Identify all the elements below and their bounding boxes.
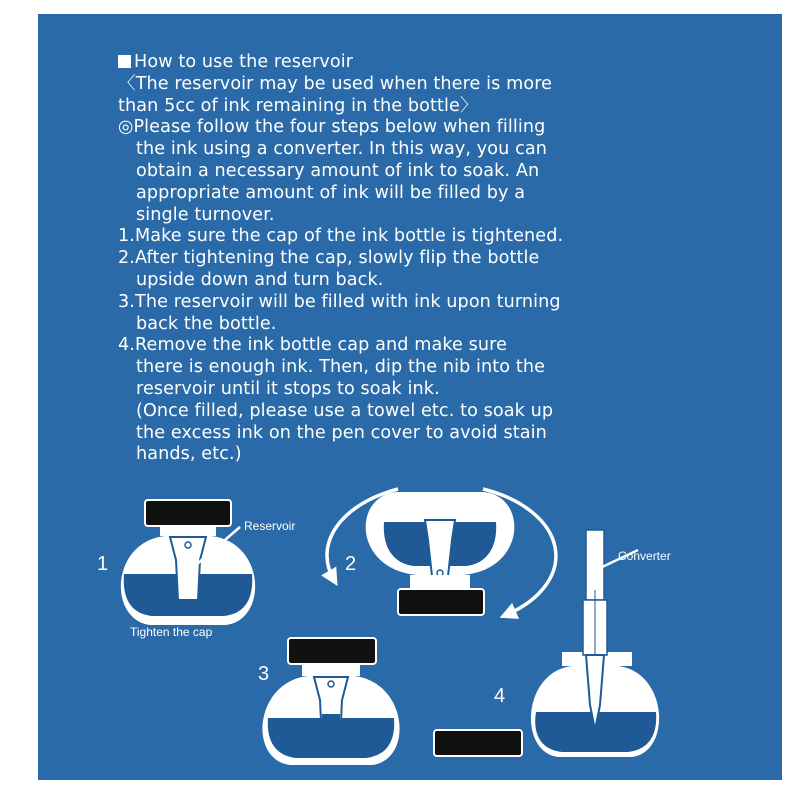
intro-line: appropriate amount of ink will be filled by a <box>136 182 526 203</box>
reservoir-label: Reservoir <box>244 519 296 533</box>
bottle-3-icon <box>262 638 399 765</box>
step-2-text: 2.After tightening the cap, slowly flip the bottle <box>118 248 540 269</box>
note-line: than 5cc of ink remaining in the bottle〉 <box>118 95 478 116</box>
intro-line: the ink using a converter. In this way, you can <box>136 139 547 160</box>
step-4-text: 4.Remove the ink bottle cap and make sure <box>118 335 507 356</box>
step-4-text: the excess ink on the pen cover to avoid stain <box>136 422 547 443</box>
bottle-1-icon <box>121 500 255 625</box>
step-3-text: back the bottle. <box>136 313 277 334</box>
note-line: 〈The reservoir may be used when there is more <box>118 73 553 94</box>
intro-line: single turnover. <box>136 204 275 225</box>
bottle-2-inverted-icon <box>327 489 556 615</box>
step-4-text: hands, etc.) <box>136 444 242 465</box>
step-3-text: 3.The reservoir will be filled with ink upon turning <box>118 291 561 312</box>
intro-line: ◎Please follow the four steps below when filling <box>118 117 546 138</box>
step-number: 3 <box>258 663 270 685</box>
tighten-caption: Tighten the cap <box>130 625 213 639</box>
step-2-text: upside down and turn back. <box>136 269 384 290</box>
step-1-text: 1.Make sure the cap of the ink bottle is tightened. <box>118 226 564 247</box>
intro-line: obtain a necessary amount of ink to soak. An <box>136 160 540 181</box>
converter-label: Converter <box>618 549 671 563</box>
step-number: 4 <box>494 685 506 707</box>
step-number: 1 <box>97 553 109 575</box>
step-4-text: there is enough ink. Then, dip the nib into the <box>136 357 546 378</box>
step-4-text: (Once filled, please use a towel etc. to soak up <box>136 400 554 421</box>
step-4-text: reservoir until it stops to soak ink. <box>136 378 440 399</box>
heading: How to use the reservoir <box>134 52 354 72</box>
step-number: 2 <box>345 553 357 575</box>
